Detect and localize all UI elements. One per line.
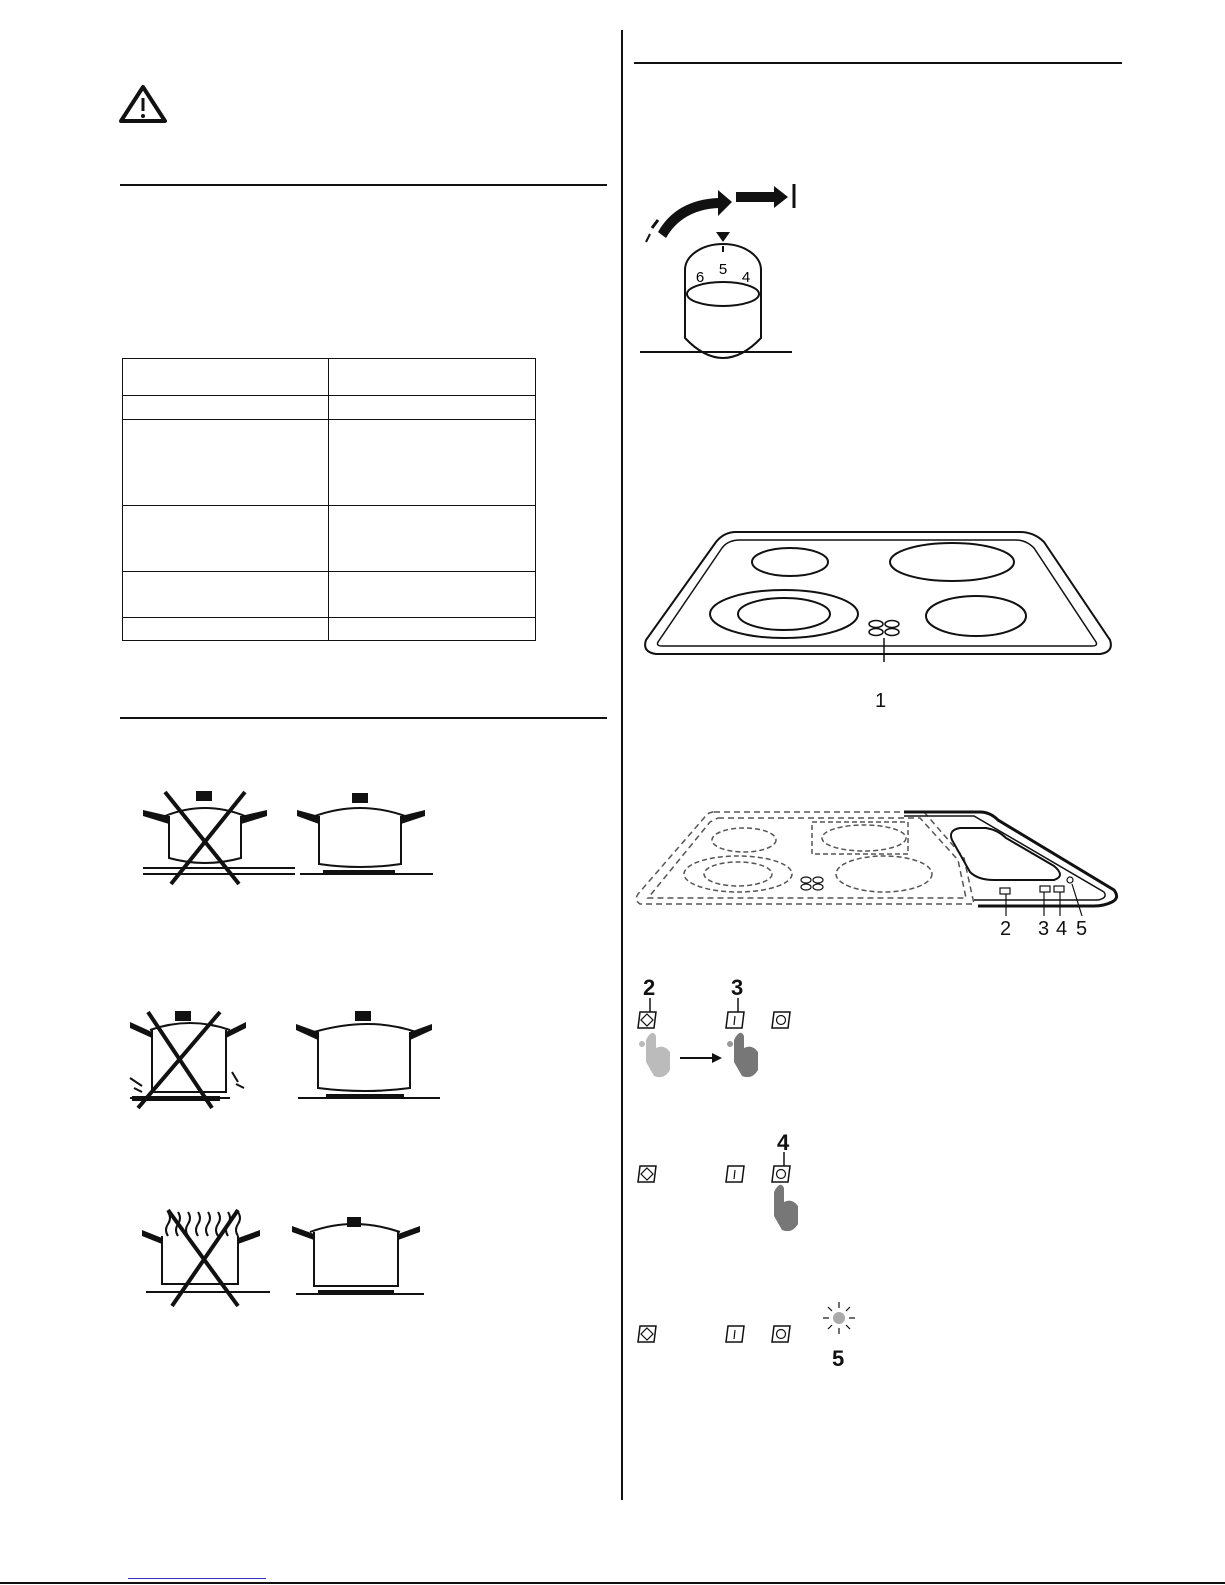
dial-number: 4: [741, 269, 751, 286]
section-divider: [120, 184, 607, 186]
callout-1: 1: [875, 690, 887, 712]
touch-key-icon: [634, 1300, 874, 1350]
column-divider: [621, 30, 623, 1500]
step-number-4: 4: [777, 1130, 790, 1155]
dial-number: 6: [695, 269, 705, 286]
hob-illustration: [640, 530, 1115, 664]
callout-5: 5: [1076, 918, 1088, 940]
dial-number: 5: [718, 261, 728, 278]
section-divider: [120, 717, 607, 719]
touch-key-icon: [634, 1152, 814, 1234]
step-number-2: 2: [643, 975, 656, 1000]
pot-illustration: [120, 1008, 450, 1114]
pot-illustration: [138, 1202, 438, 1310]
step-number-3: 3: [731, 975, 744, 1000]
page-footer-line: [0, 1582, 1225, 1584]
callout-4: 4: [1056, 918, 1068, 940]
section-divider: [634, 62, 1122, 64]
step-number-5: 5: [832, 1346, 845, 1371]
footer-link-underline: [128, 1578, 266, 1579]
warning-icon: [118, 84, 168, 124]
specification-table: [122, 358, 536, 641]
callout-2: 2: [1000, 918, 1012, 940]
knob-illustration: [636, 178, 808, 368]
hob-illustration: [634, 808, 1120, 916]
callout-3: 3: [1038, 918, 1050, 940]
pot-illustration: [135, 786, 445, 886]
touch-key-icon: [634, 998, 814, 1080]
